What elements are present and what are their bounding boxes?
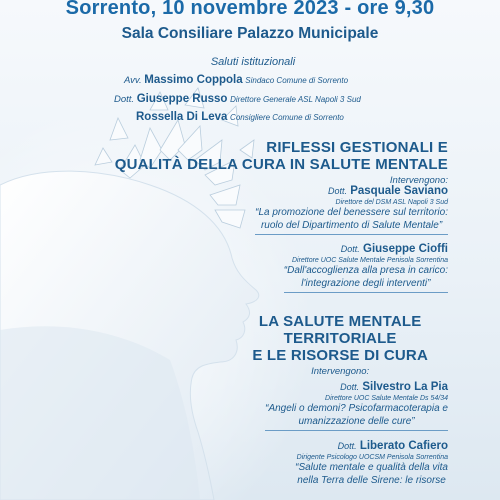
divider: [284, 292, 448, 293]
speaker-block: [265, 381, 448, 431]
speaker-role: Direttore UOC Salute Mentale Ds 54/34: [325, 395, 448, 402]
event-date: Sorrento, 10 novembre 2023 - ore 9,30: [65, 0, 435, 19]
talk-line: ruolo del Dipartimento di Salute Mentale”: [260, 219, 443, 231]
talk-line: “Salute mentale e qualità della vita: [295, 462, 448, 473]
saluto-name: Massimo Coppola: [144, 74, 243, 86]
speaker-talk: [265, 403, 448, 428]
saluti-section: [0, 56, 500, 68]
speaker-role: Direttore UOC Salute Mentale Penisola Sorrentina: [291, 257, 448, 264]
speaker-talk: [295, 462, 448, 487]
saluto-role: Sindaco Comune di Sorrento: [245, 76, 349, 85]
section-title-1: [115, 139, 448, 186]
saluto-role: Consigliere Comune di Sorrento: [230, 113, 344, 122]
intervengono-label: Intervengono:: [389, 175, 448, 186]
divider: [255, 234, 448, 235]
speaker-prefix: Dott.: [340, 382, 360, 392]
talk-line: “La promozione del benessere sul territorio:: [255, 207, 448, 218]
intervengono-label: Intervengono:: [311, 366, 370, 377]
speaker-talk: [284, 265, 448, 290]
saluto-name: Rossella Di Leva: [136, 111, 228, 123]
saluto-prefix: Dott.: [114, 94, 135, 105]
saluto-item: [136, 111, 344, 123]
section-title-line: TERRITORIALE: [283, 330, 397, 347]
section-title-line: LA SALUTE MENTALE: [258, 313, 422, 330]
section-title-line: E LE RISORSE DI CURA: [252, 347, 428, 364]
section-title-line: QUALITÀ DELLA CURA IN SALUTE MENTALE: [114, 156, 448, 173]
speaker-block: [255, 185, 448, 235]
saluti-title: Saluti istituzionali: [210, 56, 296, 68]
saluto-role: Direttore Generale ASL Napoli 3 Sud: [230, 95, 361, 104]
speaker-block: [295, 440, 448, 487]
speaker-name: Silvestro La Pia: [362, 381, 448, 393]
speaker-name: Liberato Cafiero: [359, 440, 448, 452]
saluto-name: Giuseppe Russo: [136, 93, 228, 105]
talk-line: umanizzazione delle cure”: [298, 415, 415, 427]
speaker-name: Giuseppe Cioffi: [363, 243, 448, 255]
talk-line: “Dall'accoglienza alla presa in carico:: [283, 265, 448, 276]
speaker-prefix: Dott.: [337, 441, 357, 451]
saluto-item: [114, 93, 361, 105]
speaker-role: Dirigente Psicologo UOCSM Penisola Sorrentina: [296, 454, 448, 461]
speaker-block: [284, 243, 448, 293]
event-venue: Sala Consiliare Palazzo Municipale: [121, 25, 379, 42]
talk-line: “Angeli o demoni? Psicofarmacoterapia e: [265, 403, 448, 414]
divider: [265, 430, 448, 431]
speaker-prefix: Dott.: [340, 244, 360, 254]
section-title-line: RIFLESSI GESTIONALI E: [266, 139, 448, 156]
speaker-name: Pasquale Saviano: [350, 185, 448, 197]
saluto-item: [124, 74, 348, 86]
section-title-2: [252, 313, 428, 377]
talk-line: nella Terra delle Sirene: le risorse: [297, 474, 446, 486]
talk-line: l'integrazione degli interventi”: [301, 277, 431, 289]
saluto-prefix: Avv.: [124, 75, 142, 86]
speaker-talk: [255, 207, 448, 232]
speaker-prefix: Dott.: [327, 186, 347, 196]
speaker-role: Direttore del DSM ASL Napoli 3 Sud: [335, 199, 448, 206]
